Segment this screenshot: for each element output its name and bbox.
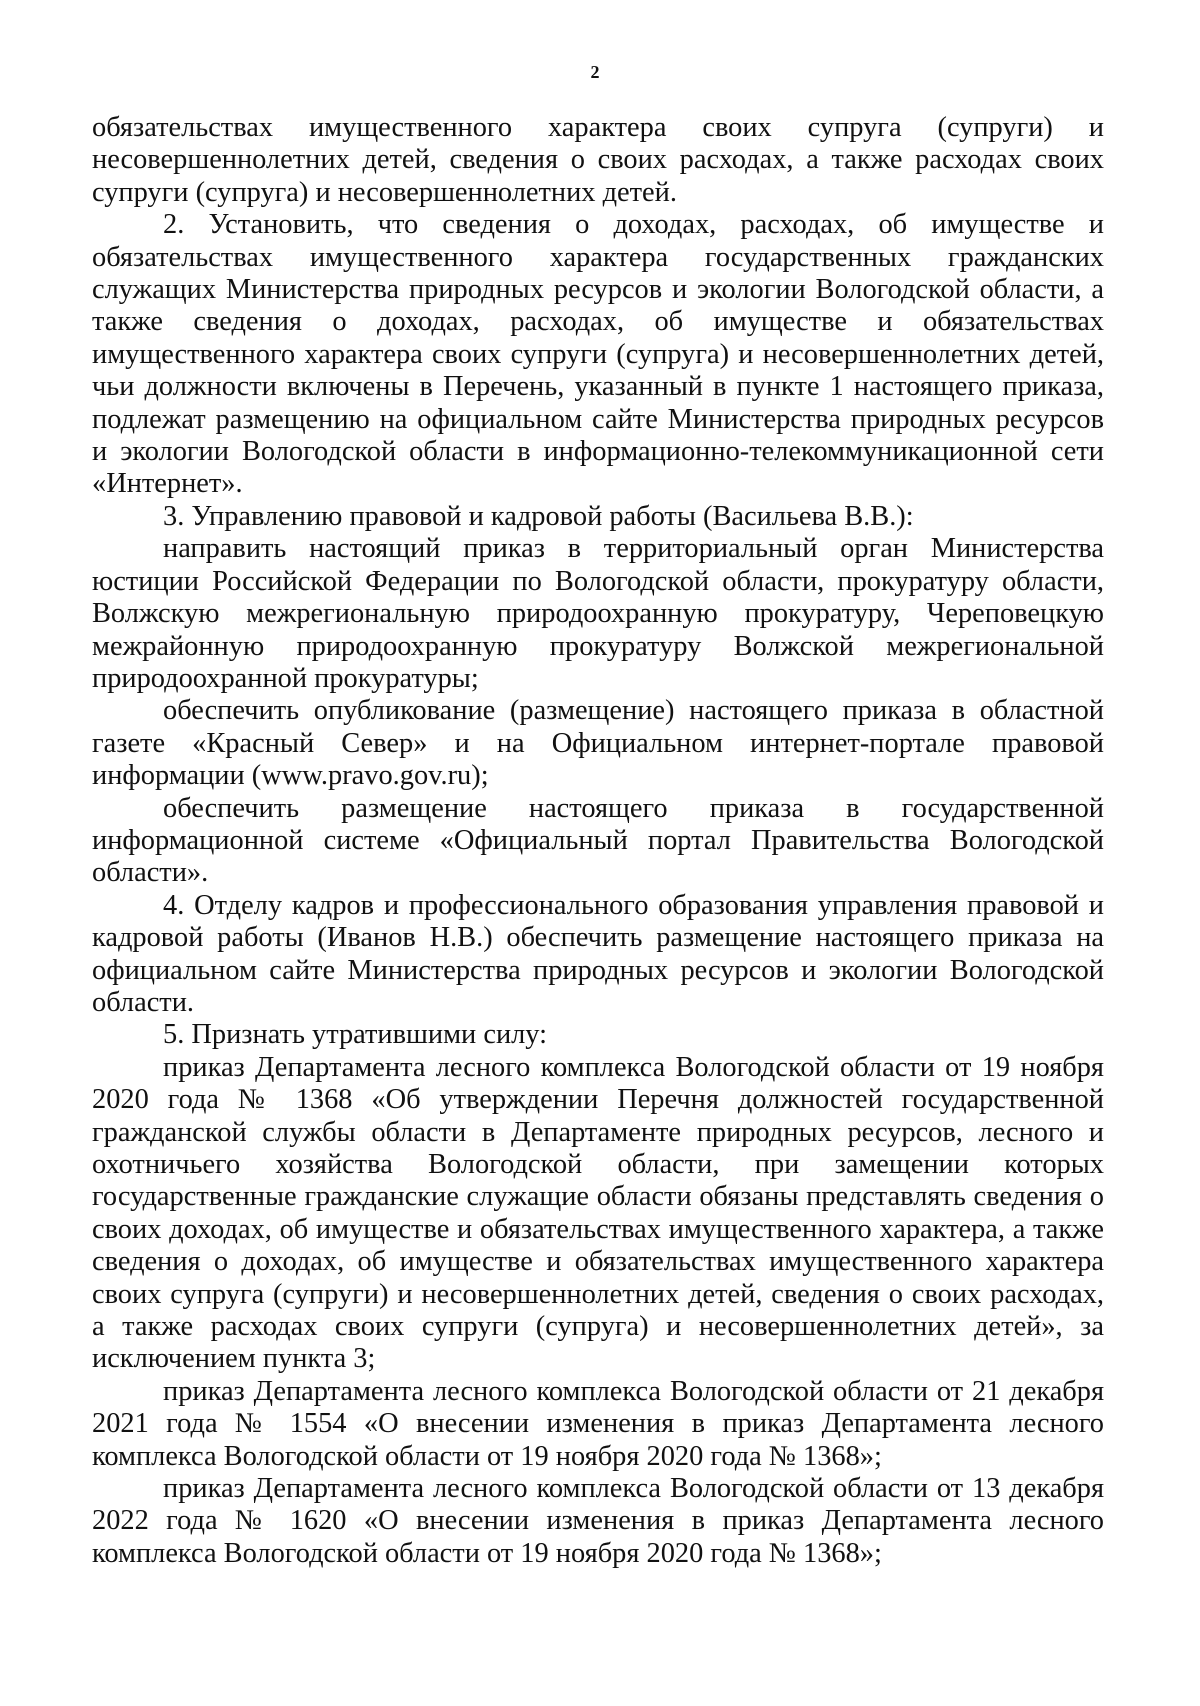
paragraph: приказ Департамента лесного комплекса Вологодской области от 13 декабря 2022 года № 1620 «О внесении изменения в приказ Департамента лесного комплекса Вологодской области от 19 ноября 2020 года № 1368»; bbox=[92, 1473, 1104, 1569]
paragraph: приказ Департамента лесного комплекса Вологодской области от 21 декабря 2021 года № 1554 «О внесении изменения в приказ Департамента лесного комплекса Вологодской области от 19 ноября 2020 года № 1368»; bbox=[92, 1375, 1104, 1472]
paragraph: 3. Управлению правовой и кадровой работы (Васильева В.В.): bbox=[163, 500, 914, 532]
document-body bbox=[92, 112, 1104, 1570]
paragraph: направить настоящий приказ в территориальный орган Министерства юстиции Российской Федерации по Вологодской области, прокуратуру области, Волжскую межрегиональную природоохранную прокуратуру, Череповецкую межрайонную природоохранную прокуратуру Волжской межрегиональной природоохранной прокуратуры; bbox=[92, 533, 1104, 694]
paragraph: обеспечить опубликование (размещение) настоящего приказа в областной газете «Красный Север» и на Официальном интернет-портале правовой информации (www.pravo.gov.ru); bbox=[92, 695, 1104, 792]
paragraph: приказ Департамента лесного комплекса Вологодской области от 19 ноября 2020 года № 1368 «Об утверждении Перечня должностей государственной гражданской службы области в Департаменте природных ресурсов, лесного и охотничьего хозяйства Вологодской области, при замещении которых государственные гражданские служащие области обязаны представлять сведения о своих доходах, об имуществе и обязательствах имущественного характера, а также сведения о доходах, об имуществе и обязательствах имущественного характера своих супруга (супруги) и несовершеннолетних детей, сведения о своих расходах, а также расходах своих супруги (супруга) и несовершеннолетних детей», за исключением пункта 3; bbox=[92, 1051, 1104, 1375]
paragraph: 4. Отделу кадров и профессионального образования управления правовой и кадровой работы (Иванов Н.В.) обеспечить размещение настоящего приказа на официальном сайте Министерства природных ресурсов и экологии Вологодской области. bbox=[92, 889, 1104, 1018]
paragraph: 5. Признать утратившими силу: bbox=[163, 1019, 548, 1051]
paragraph: 2. Установить, что сведения о доходах, расходах, об имуществе и обязательствах имущественного характера государственных гражданских служащих Министерства природных ресурсов и экологии Вологодской области, а также сведения о доходах, расходах, об имуществе и обязательствах имущественного характера своих супруги (супруга) и несовершеннолетних детей, чьи должности включены в Перечень, указанный в пункте 1 настоящего приказа, подлежат размещению на официальном сайте Министерства природных ресурсов и экологии Вологодской области в информационно-телекоммуникационной сети «Интернет». bbox=[92, 209, 1104, 500]
page-number: 2 bbox=[590, 62, 600, 82]
paragraph: обязательствах имущественного характера своих супруга (супруги) и несовершеннолетних детей, сведения о своих расходах, а также расходах своих супруги (супруга) и несовершеннолетних детей. bbox=[92, 112, 1104, 208]
paragraph: обеспечить размещение настоящего приказа в государственной информационной системе «Официальный портал Правительства Вологодской области». bbox=[92, 792, 1104, 889]
